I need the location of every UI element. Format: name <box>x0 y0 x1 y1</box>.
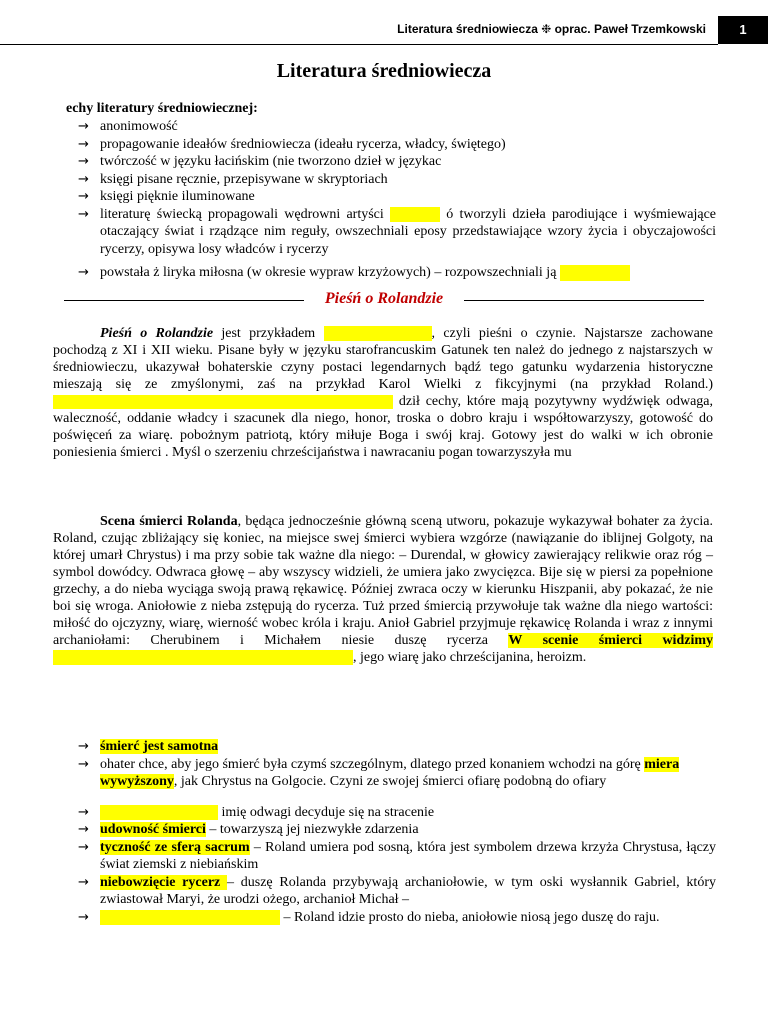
arrow-icon: → <box>78 171 89 187</box>
list-item: → twórczość w języku łacińskim (nie tworzono dzieł w językac <box>78 154 442 169</box>
arrow-icon: → <box>78 154 89 169</box>
list-item: → księgi pięknie iluminowane <box>78 189 255 204</box>
running-header: Literatura średniowiecza ❉ oprac. Paweł Trzemkowski <box>397 22 706 36</box>
list-item: → niebowzięcie rycerz – duszę Rolanda przybywają archaniołowie, w tym oski wysłannik Gabriel, który zwiastował Maryi, że urodzi ożego, archanioł Michał – <box>78 874 716 907</box>
list-item: → księgi pisane ręcznie, przepisywane w skryptoriach <box>78 171 388 187</box>
section-rule-right <box>464 300 704 301</box>
header-rule <box>0 44 718 45</box>
list-item: → śmierć jest samotna <box>78 739 219 754</box>
highlight-blank <box>390 207 440 222</box>
arrow-icon: → <box>78 206 89 222</box>
arrow-icon: → <box>78 804 89 820</box>
arrow-icon: → <box>78 756 89 772</box>
list-item: → propagowanie ideałów średniowiecza (ideału rycerza, władcy, świętego) <box>78 136 506 152</box>
list-item: → anonimowość <box>78 119 178 134</box>
arrow-icon: → <box>78 265 89 280</box>
page-title: Literatura średniowiecza <box>276 60 492 82</box>
list-item: → imię odwagi decyduje się na stracenie <box>78 804 435 820</box>
list-item: → udowność śmierci – towarzyszą jej niezwykłe zdarzenia <box>78 822 419 837</box>
highlight-blank <box>100 805 218 820</box>
features-heading: echy literatury średniowiecznej: <box>66 101 258 116</box>
list-item: → – Roland idzie prosto do nieba, aniołowie niosą jego duszę do raju. <box>78 909 660 925</box>
section-title: Pieśń o Rolandzie <box>324 290 444 307</box>
list-item: → powstała ż liryka miłosna (w okresie wypraw krzyżowych) – rozpowszechniali ją <box>78 264 716 282</box>
arrow-icon: → <box>78 136 89 152</box>
list-item: → tyczność ze sferą sacrum – Roland umiera pod sosną, która jest symbolem drzewa krzyża Chrystusa, łączy świat ziemski z niebiańskim <box>78 839 716 872</box>
highlight-blank <box>53 650 353 665</box>
arrow-icon: → <box>78 189 89 204</box>
highlight-blank <box>324 326 432 341</box>
arrow-icon: → <box>78 839 89 855</box>
features-list <box>78 118 716 282</box>
list-item: → ohater chce, aby jego śmierć była czymś szczególnym, dlatego przed konaniem wchodzi na górę miera wywyższony, jak Chrystus na Golgocie. Czyni ze swojej śmierci ofiarę podobną do ofiary <box>78 756 680 789</box>
arrow-icon: → <box>78 909 89 925</box>
highlight-blank <box>100 910 280 925</box>
list-item: → literaturę świecką propagowali wędrowni artyści ó tworzyli dzieła parodiujące i wyśmiewające otaczający świat i rządzące nim reguły, owszechniali eposy przedstawiające wzory życia i obyczajowości rycerzy, opisywa losy władców i rycerzy <box>78 206 717 257</box>
arrow-icon: → <box>78 874 89 890</box>
page-number: 1 <box>718 16 768 44</box>
arrow-icon: → <box>78 119 89 134</box>
paragraph-roland-intro: Pieśń o Rolandzie jest przykładem , czyli pieśni o czynie. Najstarsze zachowane pochodzą z XI i XII wieku. Pisane były w języku starofrancuskim Gatunek ten należ do jednego z najstarszych w średniowieczu, ukazywał bohaterskie czyny postaci legendarnych bądź tego gatunku wydarzenia historyczne mieszają się ze zmyślonymi, zaś na przykład Karol Wielki z fikcyjnymi (na przykład Roland.) dził cechy, które mają pozytywny wydźwięk odwaga, waleczność, oddanie władcy i szacunek dla niego, honor, troska o dobro kraju i współtowarzyszy, gotowość do poświęceń za wiarę. pobożnym patriotą, który miłuje Boga i swój kraj. Gotowy jest do walki w ich obronie poniesienia śmierci . Myśl o szerzeniu chrześcijaństwa i nawracaniu pogan towarzyszyła mu <box>53 326 713 460</box>
death-features-list <box>78 738 716 926</box>
arrow-icon: → <box>78 739 89 754</box>
highlight-blank <box>53 395 393 409</box>
highlight-text: W scenie śmierci widzimy <box>508 633 713 648</box>
highlight-blank <box>560 265 630 281</box>
section-rule-left <box>64 300 304 301</box>
paragraph-death-scene: Scena śmierci Rolanda, będąca jednocześnie główną sceną utworu, pokazuje wykazywał bohater za życia. Roland, czując zbliżający się koniec, na miejsce swej śmierci wybiera wzgórze (nawiązanie do iblijnej Golgoty, na której umarł Chrystus) i ma przy sobie tak ważne dla niego: – Durendal, w głowicy zawierający relikwie oraz róg – symbol dowódcy. Odwraca głowę – aby wszyscy widzieli, że umiera jako zwycięzca. Bije się w piersi za popełnione grzechy, a do nieba wyciąga swoją prawą rękawicę. Później zwraca oczy w kierunku Hiszpanii, aby pokazać, że nie boi się wroga. Aniołowie z nieba zstępują do rycerza. Tuż przed śmiercią przywołuje tak ważne dla niego wartości: miłość do ojczyzny, wiarę, wierność wobec króla i kraju. Anioł Gabriel przyjmuje rękawicę Rolanda i wraz z innymi archaniołami: Cherubinem i Michałem niesie duszę rycerza W scenie śmierci widzimy, jego wiarę jako chrześcijanina, heroizm. <box>53 514 713 665</box>
arrow-icon: → <box>78 822 89 837</box>
